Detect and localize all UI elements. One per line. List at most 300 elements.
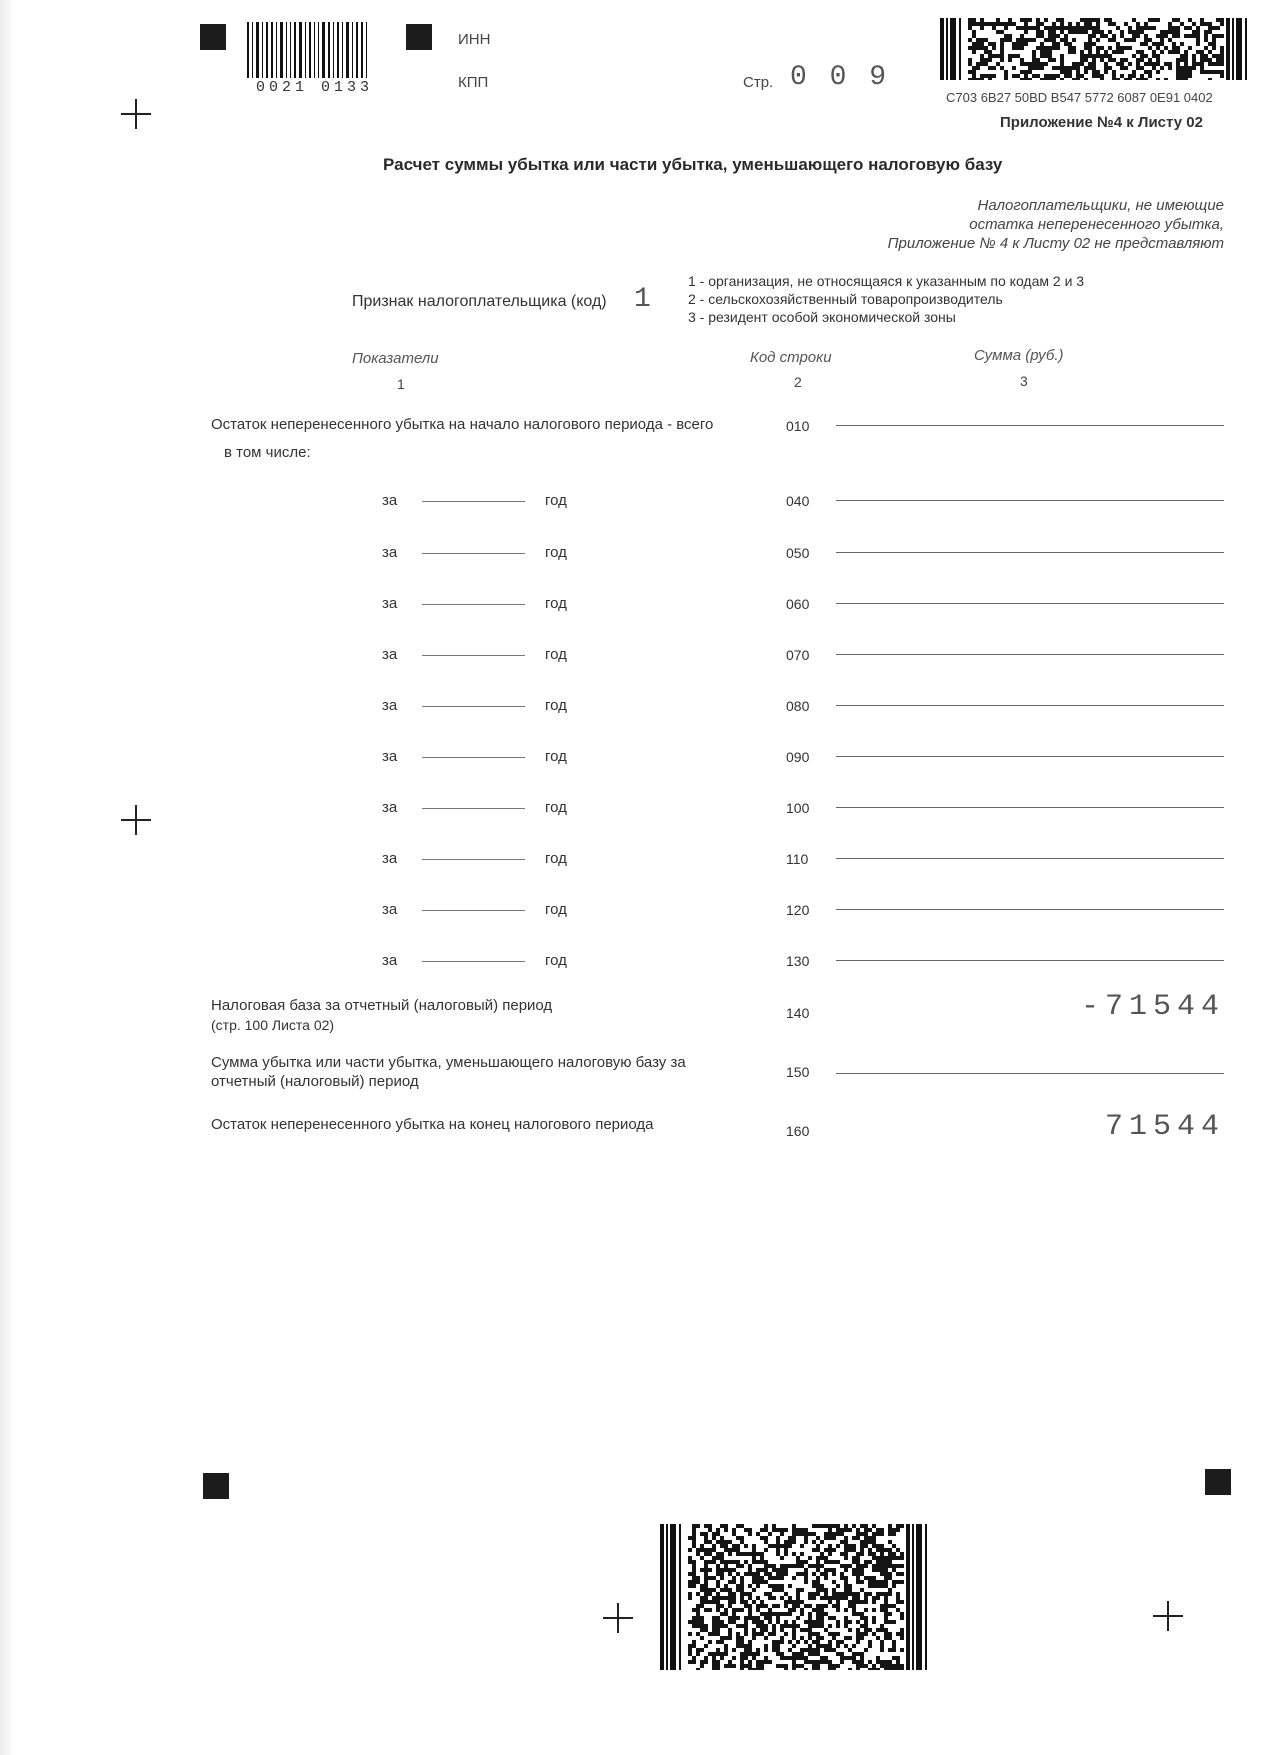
taxpayer-option: 2 - сельскохозяйственный товаропроизводитель bbox=[688, 291, 1003, 307]
barcode-module bbox=[1152, 26, 1156, 30]
barcode-module bbox=[812, 1660, 816, 1664]
barcode-module bbox=[1188, 18, 1192, 22]
barcode-module bbox=[836, 1592, 840, 1596]
barcode-module bbox=[764, 1568, 768, 1572]
barcode-module bbox=[764, 1528, 768, 1532]
year-row-amount-field[interactable] bbox=[836, 552, 1224, 553]
barcode-module bbox=[768, 1608, 772, 1612]
barcode-module bbox=[784, 1548, 788, 1552]
barcode-module bbox=[1048, 78, 1052, 80]
barcode-module bbox=[896, 1580, 900, 1584]
barcode-module bbox=[784, 1604, 788, 1608]
year-field[interactable] bbox=[422, 961, 525, 962]
barcode-module bbox=[892, 1668, 896, 1670]
barcode-module bbox=[708, 1552, 712, 1556]
barcode-module bbox=[872, 1552, 876, 1556]
barcode-module bbox=[736, 1548, 740, 1552]
barcode-module bbox=[1176, 78, 1180, 80]
barcode-module bbox=[816, 1524, 820, 1528]
barcode-module bbox=[820, 1636, 824, 1640]
barcode-module bbox=[1172, 42, 1176, 46]
barcode-guard bbox=[670, 1524, 676, 1670]
barcode-module bbox=[824, 1604, 828, 1608]
barcode-module bbox=[1008, 18, 1012, 22]
barcode-module bbox=[792, 1600, 796, 1604]
barcode-module bbox=[808, 1636, 812, 1640]
barcode-module bbox=[1040, 54, 1044, 58]
barcode-module bbox=[832, 1592, 836, 1596]
barcode-module bbox=[704, 1536, 708, 1540]
barcode-module bbox=[1112, 50, 1116, 54]
barcode-module bbox=[888, 1556, 892, 1560]
barcode-module bbox=[720, 1540, 724, 1544]
barcode-module bbox=[1200, 22, 1204, 26]
barcode-module bbox=[880, 1528, 884, 1532]
barcode-module bbox=[792, 1660, 796, 1664]
barcode-module bbox=[808, 1652, 812, 1656]
barcode-module bbox=[784, 1544, 788, 1548]
barcode-module bbox=[1068, 74, 1072, 78]
barcode-module bbox=[828, 1600, 832, 1604]
row-010-sub-label: в том числе: bbox=[224, 444, 311, 461]
barcode-module bbox=[696, 1576, 700, 1580]
barcode-module bbox=[820, 1656, 824, 1660]
barcode-module bbox=[820, 1608, 824, 1612]
barcode-module bbox=[1140, 42, 1144, 46]
barcode-module bbox=[696, 1648, 700, 1652]
barcode-module bbox=[1064, 66, 1068, 70]
barcode-module bbox=[776, 1584, 780, 1588]
row-150-amount-field[interactable] bbox=[836, 1073, 1224, 1074]
barcode-module bbox=[700, 1664, 704, 1668]
barcode-module bbox=[828, 1596, 832, 1600]
barcode-module bbox=[852, 1568, 856, 1572]
barcode-module bbox=[760, 1620, 764, 1624]
barcode-module bbox=[828, 1544, 832, 1548]
barcode-module bbox=[900, 1600, 904, 1604]
barcode-module bbox=[752, 1560, 756, 1564]
barcode-module bbox=[772, 1528, 776, 1532]
barcode-module bbox=[732, 1616, 736, 1620]
barcode-module bbox=[692, 1540, 696, 1544]
barcode-module bbox=[692, 1580, 696, 1584]
barcode-module bbox=[764, 1548, 768, 1552]
barcode-module bbox=[884, 1576, 888, 1580]
barcode-module bbox=[836, 1596, 840, 1600]
year-row-za-label: за bbox=[382, 850, 398, 867]
barcode-module bbox=[1136, 34, 1140, 38]
barcode-module bbox=[1216, 34, 1220, 38]
barcode-module bbox=[1028, 70, 1032, 74]
scan-edge-shadow bbox=[0, 0, 14, 1755]
barcode-module bbox=[1000, 46, 1004, 50]
barcode-module bbox=[748, 1668, 752, 1670]
barcode-module bbox=[1220, 54, 1224, 58]
year-row-amount-field[interactable] bbox=[836, 500, 1224, 501]
barcode-module bbox=[692, 1536, 696, 1540]
barcode-module bbox=[744, 1644, 748, 1648]
year-row-amount-field[interactable] bbox=[836, 807, 1224, 808]
barcode-module bbox=[1128, 30, 1132, 34]
barcode-module bbox=[812, 1584, 816, 1588]
barcode-module bbox=[744, 1560, 748, 1564]
barcode-module bbox=[812, 1640, 816, 1644]
year-row-amount-field[interactable] bbox=[836, 756, 1224, 757]
barcode-module bbox=[788, 1640, 792, 1644]
barcode-module bbox=[696, 1616, 700, 1620]
barcode-module bbox=[880, 1552, 884, 1556]
barcode-module bbox=[868, 1628, 872, 1632]
note-block bbox=[888, 196, 1224, 253]
barcode-module bbox=[820, 1556, 824, 1560]
barcode-module bbox=[796, 1640, 800, 1644]
barcode-module bbox=[788, 1608, 792, 1612]
barcode-module bbox=[1168, 66, 1172, 70]
barcode-module bbox=[1000, 58, 1004, 62]
barcode-module bbox=[704, 1540, 708, 1544]
barcode-module bbox=[856, 1612, 860, 1616]
year-row-amount-field[interactable] bbox=[836, 909, 1224, 910]
barcode-module bbox=[864, 1536, 868, 1540]
barcode-module bbox=[704, 1572, 708, 1576]
barcode-module bbox=[752, 1548, 756, 1552]
barcode-module bbox=[712, 1560, 716, 1564]
barcode-module bbox=[1060, 18, 1064, 22]
barcode-module bbox=[1120, 30, 1124, 34]
year-row-amount-field[interactable] bbox=[836, 603, 1224, 604]
barcode-bar bbox=[252, 22, 253, 78]
barcode-module bbox=[1072, 26, 1076, 30]
barcode-module bbox=[880, 1564, 884, 1568]
barcode-module bbox=[896, 1596, 900, 1600]
barcode-module bbox=[760, 1528, 764, 1532]
barcode-module bbox=[980, 38, 984, 42]
barcode-module bbox=[900, 1664, 904, 1668]
year-row-amount-field[interactable] bbox=[836, 960, 1224, 961]
barcode-module bbox=[1072, 50, 1076, 54]
barcode-module bbox=[704, 1608, 708, 1612]
barcode-module bbox=[1152, 50, 1156, 54]
barcode-module bbox=[896, 1592, 900, 1596]
barcode-module bbox=[772, 1632, 776, 1636]
barcode-module bbox=[1104, 62, 1108, 66]
barcode-module bbox=[876, 1568, 880, 1572]
barcode-module bbox=[976, 78, 980, 80]
barcode-module bbox=[1044, 50, 1048, 54]
barcode-module bbox=[732, 1592, 736, 1596]
barcode-module bbox=[704, 1656, 708, 1660]
barcode-module bbox=[768, 1616, 772, 1620]
barcode-module bbox=[832, 1560, 836, 1564]
barcode-module bbox=[744, 1592, 748, 1596]
barcode-module bbox=[800, 1652, 804, 1656]
barcode-module bbox=[804, 1620, 808, 1624]
barcode-module bbox=[776, 1640, 780, 1644]
barcode-module bbox=[1024, 30, 1028, 34]
year-field[interactable] bbox=[422, 706, 525, 707]
barcode-module bbox=[764, 1604, 768, 1608]
barcode-module bbox=[696, 1612, 700, 1616]
barcode-module bbox=[724, 1624, 728, 1628]
barcode-module bbox=[896, 1556, 900, 1560]
barcode-guard bbox=[946, 18, 948, 80]
barcode-module bbox=[780, 1576, 784, 1580]
barcode-module bbox=[884, 1560, 888, 1564]
barcode-module bbox=[712, 1536, 716, 1540]
barcode-module bbox=[800, 1648, 804, 1652]
barcode-module bbox=[728, 1572, 732, 1576]
barcode-module bbox=[812, 1548, 816, 1552]
barcode-module bbox=[728, 1604, 732, 1608]
barcode-module bbox=[860, 1588, 864, 1592]
barcode-module bbox=[1028, 78, 1032, 80]
barcode-module bbox=[828, 1552, 832, 1556]
barcode-module bbox=[812, 1564, 816, 1568]
barcode-module bbox=[1052, 74, 1056, 78]
barcode-module bbox=[748, 1528, 752, 1532]
barcode-module bbox=[1148, 26, 1152, 30]
barcode-module bbox=[792, 1524, 796, 1528]
barcode-guard bbox=[1245, 18, 1247, 80]
barcode-module bbox=[1080, 58, 1084, 62]
barcode-module bbox=[1148, 38, 1152, 42]
barcode-module bbox=[788, 1596, 792, 1600]
barcode-module bbox=[1040, 30, 1044, 34]
barcode-module bbox=[788, 1656, 792, 1660]
barcode-module bbox=[724, 1648, 728, 1652]
barcode-module bbox=[828, 1648, 832, 1652]
barcode-module bbox=[1004, 38, 1008, 42]
barcode-module bbox=[1120, 74, 1124, 78]
barcode-module bbox=[740, 1640, 744, 1644]
barcode-module bbox=[796, 1588, 800, 1592]
barcode-module bbox=[1124, 58, 1128, 62]
registration-square-top-mid bbox=[406, 24, 432, 50]
barcode-module bbox=[856, 1632, 860, 1636]
barcode-module bbox=[972, 70, 976, 74]
barcode-module bbox=[804, 1540, 808, 1544]
barcode-module bbox=[1120, 46, 1124, 50]
barcode-module bbox=[968, 46, 972, 50]
barcode-module bbox=[760, 1612, 764, 1616]
barcode-module bbox=[884, 1572, 888, 1576]
barcode-module bbox=[804, 1576, 808, 1580]
row-010-amount-field[interactable] bbox=[836, 425, 1224, 426]
barcode-module bbox=[1148, 58, 1152, 62]
barcode-module bbox=[756, 1620, 760, 1624]
barcode-module bbox=[720, 1588, 724, 1592]
barcode-module bbox=[816, 1576, 820, 1580]
barcode-module bbox=[1048, 58, 1052, 62]
barcode-module bbox=[776, 1588, 780, 1592]
barcode-module bbox=[1052, 38, 1056, 42]
barcode-module bbox=[748, 1652, 752, 1656]
year-field[interactable] bbox=[422, 553, 525, 554]
barcode-module bbox=[1080, 54, 1084, 58]
year-row-za-label: за bbox=[382, 544, 398, 561]
barcode-module bbox=[800, 1532, 804, 1536]
barcode-module bbox=[860, 1532, 864, 1536]
row-160-amount[interactable]: 71544 bbox=[1104, 1110, 1225, 1144]
barcode-module bbox=[784, 1668, 788, 1670]
year-row-god-label: год bbox=[545, 492, 567, 509]
year-row-amount-field[interactable] bbox=[836, 705, 1224, 706]
barcode-module bbox=[872, 1524, 876, 1528]
barcode-module bbox=[768, 1596, 772, 1600]
barcode-module bbox=[840, 1540, 844, 1544]
barcode-module bbox=[880, 1628, 884, 1632]
year-field[interactable] bbox=[422, 655, 525, 656]
barcode-module bbox=[844, 1596, 848, 1600]
barcode-module bbox=[844, 1524, 848, 1528]
barcode-module bbox=[712, 1660, 716, 1664]
barcode-module bbox=[884, 1616, 888, 1620]
barcode-module bbox=[1056, 42, 1060, 46]
barcode-module bbox=[772, 1648, 776, 1652]
barcode-module bbox=[1172, 46, 1176, 50]
barcode-module bbox=[1132, 18, 1136, 22]
barcode-module bbox=[1128, 78, 1132, 80]
barcode-module bbox=[852, 1660, 856, 1664]
barcode-module bbox=[764, 1648, 768, 1652]
barcode-module bbox=[1204, 54, 1208, 58]
barcode-module bbox=[860, 1660, 864, 1664]
barcode-module bbox=[972, 18, 976, 22]
barcode-module bbox=[720, 1560, 724, 1564]
barcode-guard bbox=[1236, 18, 1242, 80]
barcode-module bbox=[708, 1600, 712, 1604]
barcode-module bbox=[744, 1628, 748, 1632]
barcode-guard bbox=[660, 1524, 664, 1670]
barcode-module bbox=[860, 1652, 864, 1656]
barcode-module bbox=[880, 1580, 884, 1584]
barcode-guard bbox=[906, 1524, 910, 1670]
year-row-amount-field[interactable] bbox=[836, 858, 1224, 859]
barcode-module bbox=[716, 1604, 720, 1608]
barcode-module bbox=[844, 1552, 848, 1556]
barcode-module bbox=[844, 1576, 848, 1580]
barcode-module bbox=[840, 1532, 844, 1536]
barcode-module bbox=[972, 42, 976, 46]
barcode-module bbox=[1136, 30, 1140, 34]
barcode-module bbox=[824, 1628, 828, 1632]
barcode-module bbox=[1124, 66, 1128, 70]
barcode-module bbox=[828, 1524, 832, 1528]
barcode-module bbox=[732, 1560, 736, 1564]
barcode-module bbox=[740, 1636, 744, 1640]
barcode-module bbox=[764, 1636, 768, 1640]
barcode-module bbox=[1124, 22, 1128, 26]
barcode-module bbox=[816, 1568, 820, 1572]
barcode-module bbox=[876, 1564, 880, 1568]
barcode-module bbox=[772, 1588, 776, 1592]
barcode-module bbox=[828, 1568, 832, 1572]
barcode-module bbox=[868, 1640, 872, 1644]
barcode-module bbox=[712, 1652, 716, 1656]
barcode-module bbox=[748, 1568, 752, 1572]
barcode-module bbox=[1140, 58, 1144, 62]
barcode-module bbox=[736, 1544, 740, 1548]
barcode-module bbox=[736, 1632, 740, 1636]
barcode-module bbox=[840, 1640, 844, 1644]
year-field[interactable] bbox=[422, 501, 525, 502]
barcode-module bbox=[704, 1568, 708, 1572]
barcode-module bbox=[1032, 62, 1036, 66]
barcode-module bbox=[744, 1604, 748, 1608]
barcode-module bbox=[1096, 30, 1100, 34]
barcode-module bbox=[900, 1524, 904, 1528]
barcode-module bbox=[1176, 50, 1180, 54]
barcode-module bbox=[988, 74, 992, 78]
barcode-module bbox=[1192, 54, 1196, 58]
barcode-module bbox=[828, 1644, 832, 1648]
year-field[interactable] bbox=[422, 808, 525, 809]
barcode-module bbox=[1132, 30, 1136, 34]
barcode-module bbox=[1108, 38, 1112, 42]
barcode-module bbox=[984, 58, 988, 62]
row-140-amount[interactable]: -71544 bbox=[1080, 990, 1225, 1024]
barcode-module bbox=[892, 1664, 896, 1668]
barcode-module bbox=[1144, 42, 1148, 46]
barcode-module bbox=[752, 1616, 756, 1620]
barcode-module bbox=[884, 1596, 888, 1600]
barcode-module bbox=[1036, 22, 1040, 26]
barcode-module bbox=[712, 1588, 716, 1592]
barcode-module bbox=[820, 1524, 824, 1528]
barcode-module bbox=[732, 1576, 736, 1580]
barcode-module bbox=[816, 1588, 820, 1592]
barcode-module bbox=[732, 1528, 736, 1532]
barcode-module bbox=[688, 1584, 692, 1588]
barcode-module bbox=[708, 1632, 712, 1636]
barcode-module bbox=[864, 1544, 868, 1548]
barcode-module bbox=[1096, 54, 1100, 58]
barcode-module bbox=[756, 1648, 760, 1652]
year-field[interactable] bbox=[422, 757, 525, 758]
barcode-module bbox=[988, 54, 992, 58]
barcode-module bbox=[1144, 78, 1148, 80]
barcode-module bbox=[740, 1656, 744, 1660]
barcode-module bbox=[1176, 18, 1180, 22]
barcode-module bbox=[1184, 78, 1188, 80]
year-field[interactable] bbox=[422, 859, 525, 860]
barcode-module bbox=[816, 1632, 820, 1636]
barcode-module bbox=[1080, 18, 1084, 22]
barcode-module bbox=[816, 1608, 820, 1612]
year-field[interactable] bbox=[422, 604, 525, 605]
barcode-module bbox=[824, 1576, 828, 1580]
barcode-module bbox=[1060, 30, 1064, 34]
barcode-module bbox=[1048, 50, 1052, 54]
barcode-module bbox=[732, 1620, 736, 1624]
year-field[interactable] bbox=[422, 910, 525, 911]
barcode-module bbox=[756, 1604, 760, 1608]
barcode-module bbox=[864, 1564, 868, 1568]
barcode-module bbox=[856, 1572, 860, 1576]
barcode-module bbox=[712, 1624, 716, 1628]
year-row-amount-field[interactable] bbox=[836, 654, 1224, 655]
barcode-module bbox=[740, 1564, 744, 1568]
barcode-module bbox=[692, 1616, 696, 1620]
barcode-module bbox=[864, 1592, 868, 1596]
barcode-module bbox=[988, 50, 992, 54]
barcode-module bbox=[868, 1660, 872, 1664]
barcode-module bbox=[1040, 66, 1044, 70]
barcode-bar bbox=[337, 22, 339, 78]
barcode-module bbox=[696, 1608, 700, 1612]
barcode-module bbox=[1036, 58, 1040, 62]
barcode-module bbox=[896, 1524, 900, 1528]
